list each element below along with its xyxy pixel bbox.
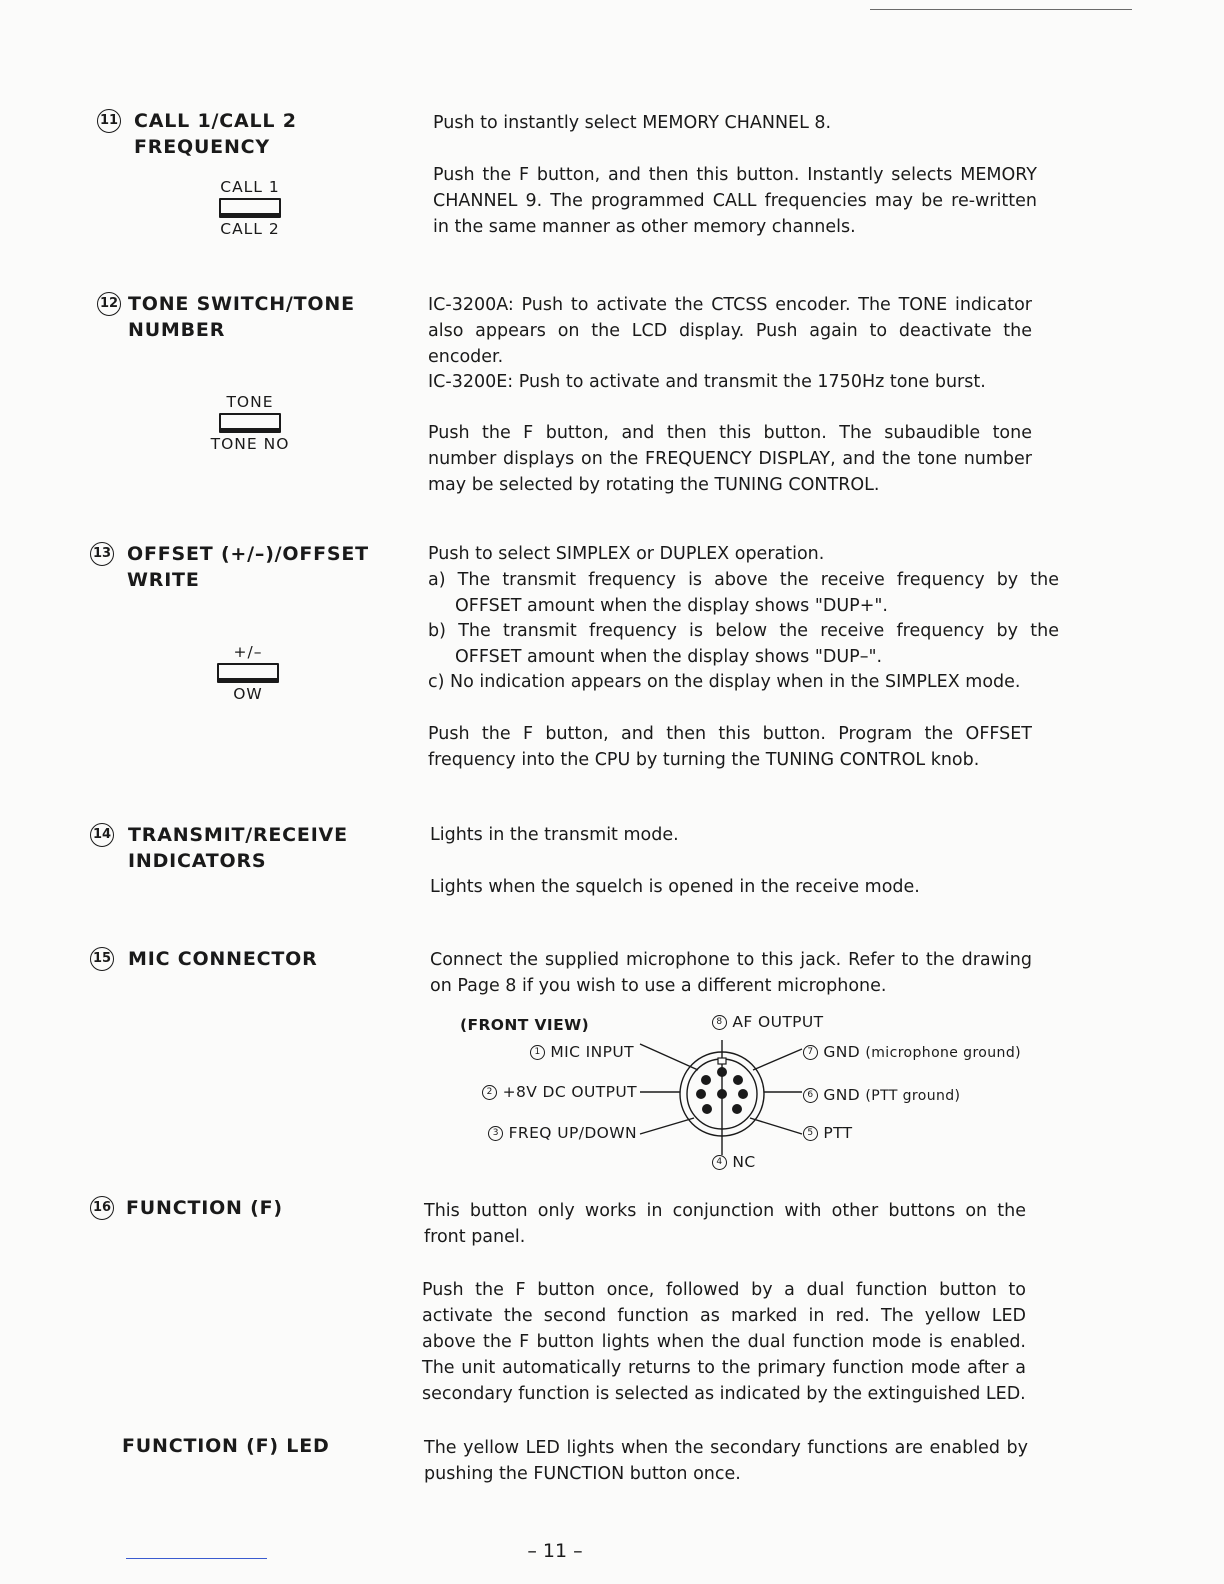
front-view-label: (FRONT VIEW) [460,1016,590,1034]
top-rule [870,9,1132,10]
section-title-function-led: FUNCTION (F) LED [122,1435,330,1457]
pin7-label: 7 GND (microphone ground) [803,1043,1021,1061]
offset-description-1: Push to select SIMPLEX or DUPLEX operation. [428,544,825,564]
section-title-offset: OFFSET (+/–)/OFFSET WRITE [127,543,369,591]
item-number-badge: 15 [90,947,114,971]
section-title-tone: TONE SWITCH/TONE NUMBER [128,293,355,341]
function-led-description: The yellow LED lights when the secondary functions are enabled by pushing the FUNCTION button once. [424,1438,1028,1484]
section-title-function: FUNCTION (F) [126,1197,283,1219]
item-number-badge: 16 [90,1196,114,1220]
tone-description-2: IC-3200E: Push to activate and transmit the 1750Hz tone burst. [428,372,986,392]
pin7-leader [753,1049,802,1070]
pin8-label: 8 AF OUTPUT [712,1013,824,1031]
item-number-badge: 13 [90,542,114,566]
pin2-label: 2 +8V DC OUTPUT [482,1083,637,1101]
offset-key-icon [217,663,279,683]
call-description-2: Push the F button, and then this button. Instantly selects MEMORY CHANNEL 9. The programmed CALL frequencies may be re-written in the same manner as other memory channels. [433,165,1037,237]
tone-button-illustration: TONE TONE NO [210,393,290,453]
function-description-1: This button only works in conjunction with other buttons on the front panel. [424,1201,1026,1247]
offset-description-2: Push the F button, and then this button. Program the OFFSET frequency into the CPU by turning the TUNING CONTROL knob. [428,724,1032,770]
pin5-dot [732,1104,742,1114]
pin6-label: 6 GND (PTT ground) [803,1086,960,1104]
tone-description-3: Push the F button, and then this button. The subaudible tone number displays on the FREQUENCY DISPLAY, and the tone number may be selected by rotating the TUNING CONTROL. [428,423,1032,495]
bottom-rule [126,1558,267,1559]
connector-key-notch [718,1058,726,1064]
item-number-badge: 11 [97,109,121,133]
pin1-dot [701,1075,711,1085]
pin8-dot [717,1067,727,1077]
page-number: – 11 – [527,1540,583,1562]
section-title-indicators: TRANSMIT/RECEIVE INDICATORS [128,824,348,872]
call-description-1: Push to instantly select MEMORY CHANNEL 8. [433,113,832,133]
pin2-dot [696,1089,706,1099]
item-number-badge: 14 [90,823,114,847]
section-title-mic: MIC CONNECTOR [128,948,318,970]
offset-button-illustration: +/– OW [198,643,298,703]
mic-connector-diagram [440,1010,1060,1180]
item-number-badge: 12 [97,292,121,316]
pin6-dot [738,1089,748,1099]
call-key-icon [219,198,281,218]
pin3-dot [702,1104,712,1114]
mic-description: Connect the supplied microphone to this jack. Refer to the drawing on Page 8 if you wish to use a different microphone. [430,950,1032,996]
indicator-description-2: Lights when the squelch is opened in the receive mode. [430,877,920,897]
tone-key-icon [219,413,281,433]
function-description-2: Push the F button once, followed by a dual function button to activate the second function as marked in red. The yellow LED above the F button lights when the dual function mode is enabled. The unit automatically returns to the primary function mode after a secondary function is selected as indicated by the extinguished LED. [422,1280,1026,1404]
call-button-illustration: CALL 1 CALL 2 [220,178,280,238]
pin5-label: 5 PTT [803,1124,853,1142]
tone-description-1: IC-3200A: Push to activate the CTCSS encoder. The TONE indicator also appears on the LCD display. Push again to deactivate the encoder. [428,295,1032,367]
offset-description-b: b) The transmit frequency is below the receive frequency by the OFFSET amount when the display shows "DUP–". [428,621,1059,667]
pin-center-dot [717,1089,727,1099]
pin7-dot [733,1075,743,1085]
pin3-label: 3 FREQ UP/DOWN [488,1124,637,1142]
offset-description-c: c) No indication appears on the display when in the SIMPLEX mode. [428,672,1021,692]
pin1-label: 1 MIC INPUT [530,1043,634,1061]
section-title-call: CALL 1/CALL 2 FREQUENCY [134,110,297,158]
pin4-label: 4 NC [712,1153,756,1171]
offset-description-a: a) The transmit frequency is above the receive frequency by the OFFSET amount when the display shows "DUP+". [428,570,1059,616]
indicator-description-1: Lights in the transmit mode. [430,825,679,845]
pin3-leader [640,1118,694,1134]
pin1-leader [640,1044,698,1070]
pin5-leader [750,1118,802,1134]
